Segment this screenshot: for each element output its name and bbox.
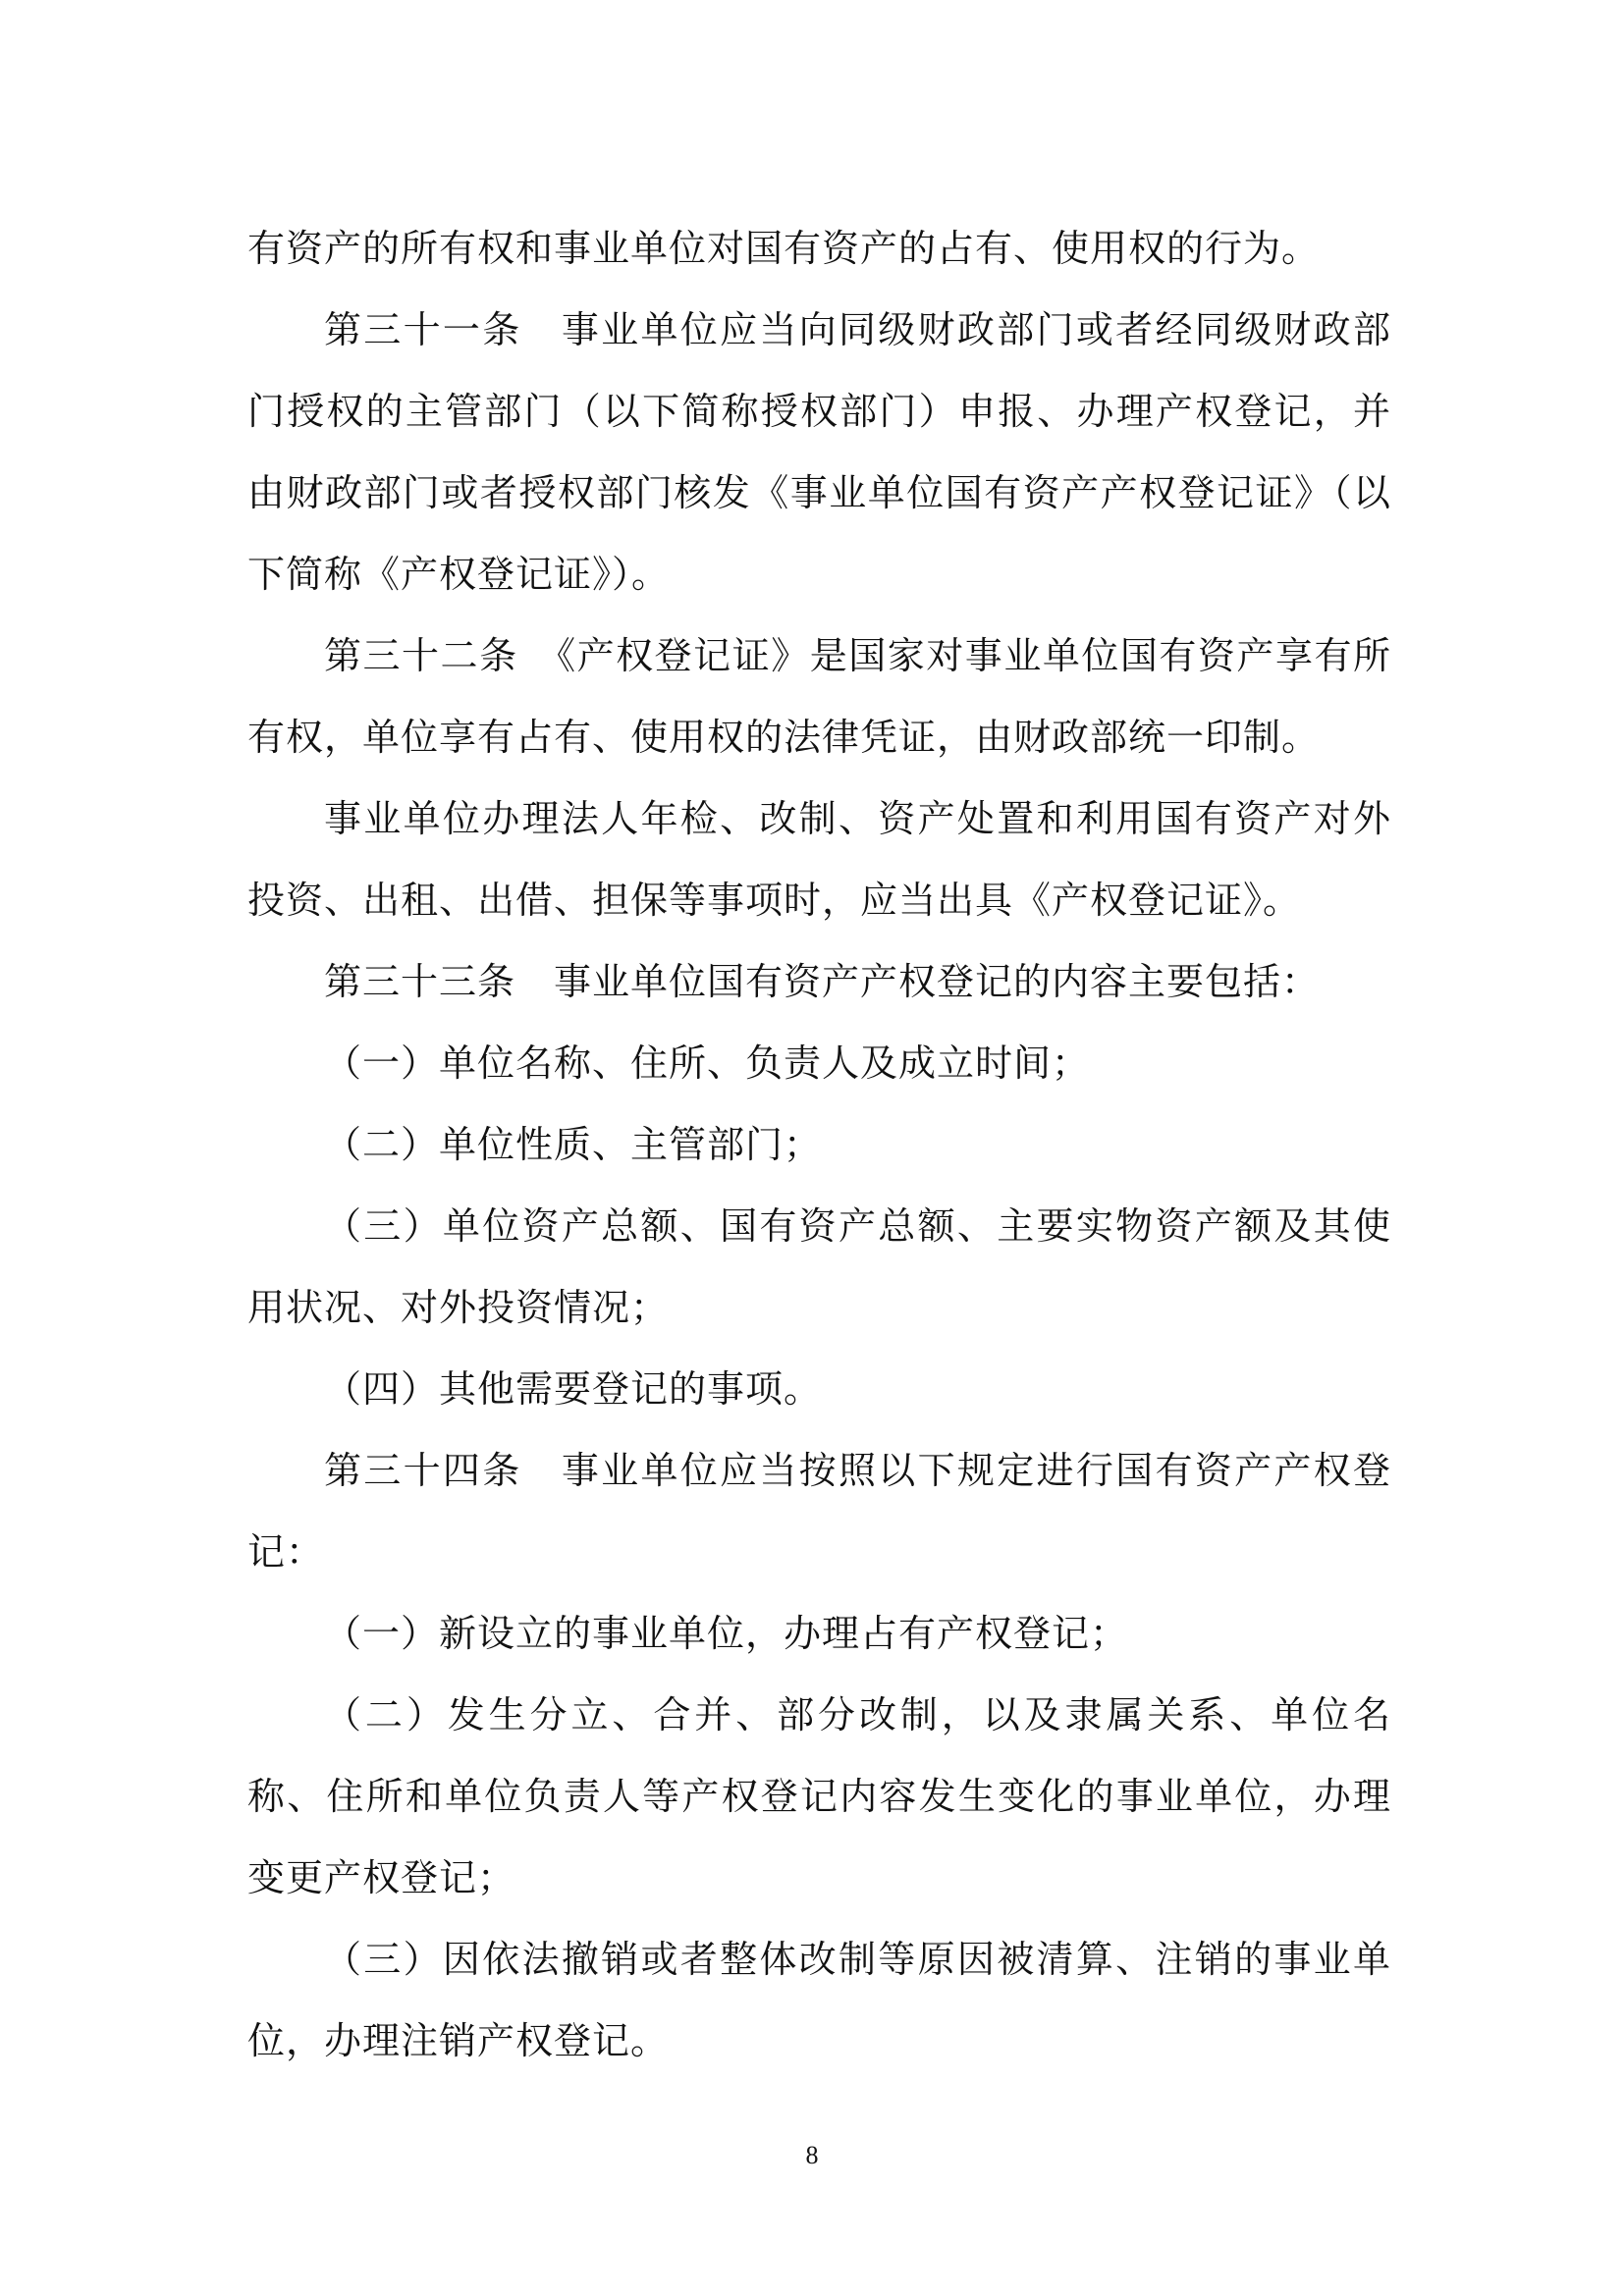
article-34-item-1: （一）新设立的事业单位，办理占有产权登记； bbox=[324, 1612, 1129, 1655]
article-32: 第三十二条 《产权登记证》是国家对事业单位国有资产享有所有权，单位享有占有、使用权的法律凭证，由财政部统一印制。 bbox=[247, 634, 1391, 759]
article-34-item-3: （三）因依法撤销或者整体改制等原因被清算、注销的事业单位，办理注销产权登记。 bbox=[247, 1938, 1391, 2062]
article-33-item-1: （一）单位名称、住所、负责人及成立时间； bbox=[324, 1041, 1091, 1085]
article-34-item-2: （二）发生分立、合并、部分改制，以及隶属关系、单位名称、住所和单位负责人等产权登记内容发生变化的事业单位，办理变更产权登记； bbox=[247, 1693, 1391, 1899]
article-33-item-4: （四）其他需要登记的事项。 bbox=[324, 1367, 823, 1411]
article-33: 第三十三条 事业单位国有资产产权登记的内容主要包括： bbox=[324, 960, 1321, 1003]
page-number: 8 bbox=[805, 2141, 819, 2169]
article-33-item-2: （二）单位性质、主管部门； bbox=[324, 1123, 823, 1166]
article-33-item-3: （三）单位资产总额、国有资产总额、主要实物资产额及其使用状况、对外投资情况； bbox=[247, 1204, 1391, 1329]
body-text bbox=[247, 208, 1391, 2082]
paragraph-continuation: 有资产的所有权和事业单位对国有资产的占有、使用权的行为。 bbox=[247, 227, 1321, 270]
article-31: 第三十一条 事业单位应当向同级财政部门或者经同级财政部门授权的主管部门（以下简称授权部门）申报、办理产权登记，并由财政部门或者授权部门核发《事业单位国有资产产权登记证》（以下简称《产权登记证》）。 bbox=[247, 308, 1391, 596]
article-32-clause: 事业单位办理法人年检、改制、资产处置和利用国有资产对外投资、出租、出借、担保等事项时，应当出具《产权登记证》。 bbox=[247, 797, 1391, 922]
article-34: 第三十四条 事业单位应当按照以下规定进行国有资产产权登记： bbox=[247, 1449, 1391, 1574]
